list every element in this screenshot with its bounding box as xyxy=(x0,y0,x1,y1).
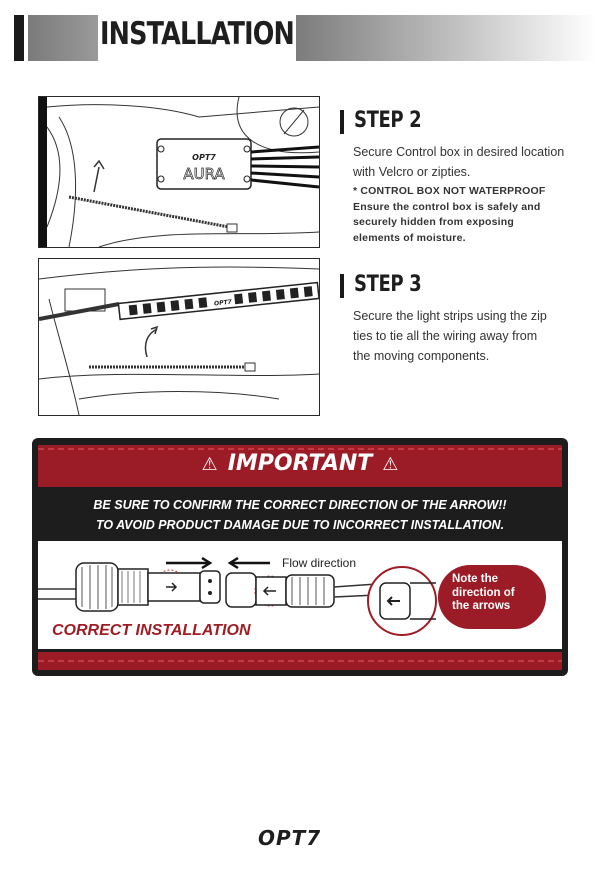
warning-line-2: TO AVOID PRODUCT DAMAGE DUE TO INCORRECT INSTALLATION. xyxy=(95,518,505,532)
step3-line: Secure the light strips using the zip xyxy=(353,309,547,323)
control-box-drawing xyxy=(39,97,319,247)
header-gray-block xyxy=(28,15,98,61)
note-line: the arrows xyxy=(452,600,511,612)
light-strip-illustration xyxy=(38,258,320,416)
step2-accent-bar xyxy=(340,110,344,134)
strip-brand: OPT7 xyxy=(213,298,233,308)
light-strip-drawing xyxy=(39,259,319,415)
control-box-name: AURA xyxy=(183,165,225,183)
important-footer-band xyxy=(38,652,562,670)
control-box-brand: OPT7 xyxy=(192,153,216,162)
header-accent-bar xyxy=(14,15,24,61)
brand-logo: OPT7 xyxy=(258,826,322,850)
important-title: IMPORTANT xyxy=(227,451,373,476)
step3-accent-bar xyxy=(340,274,344,298)
warning-triangle-icon: ⚠ xyxy=(201,454,218,475)
warning-triangle-icon: ⚠ xyxy=(382,454,399,475)
note-line: direction of xyxy=(452,586,515,599)
step2-line: Secure Control box in desired location xyxy=(353,145,565,159)
step3-description xyxy=(353,306,593,366)
step2-description xyxy=(353,142,593,182)
step3-line: ties to tie all the wiring away from xyxy=(353,329,538,343)
step3-heading: STEP 3 xyxy=(354,272,422,297)
note-line: Ensure the control box is safely and xyxy=(353,200,541,213)
control-box-illustration xyxy=(38,96,320,248)
step2-note xyxy=(353,184,593,246)
correct-installation-label: CORRECT INSTALLATION xyxy=(52,622,251,639)
step2-line: with Velcro or zipties. xyxy=(353,165,471,179)
note-text xyxy=(452,573,542,614)
step3-line: the moving components. xyxy=(353,349,490,363)
page-title: INSTALLATION xyxy=(100,16,295,52)
step2-heading: STEP 2 xyxy=(354,108,422,133)
note-line: Note the xyxy=(452,573,498,585)
header-gradient-bar xyxy=(296,15,596,61)
waterproof-warning: * CONTROL BOX NOT WATERPROOF xyxy=(353,185,546,197)
important-title-row xyxy=(38,451,562,476)
flow-direction-label: Flow direction xyxy=(282,556,357,570)
note-line: elements of moisture. xyxy=(353,231,466,244)
warning-line-1: BE SURE TO CONFIRM THE CORRECT DIRECTION OF THE ARROW!! xyxy=(93,498,507,512)
stripe-decoration xyxy=(38,652,562,670)
note-line: securely hidden from exposing xyxy=(353,216,515,228)
